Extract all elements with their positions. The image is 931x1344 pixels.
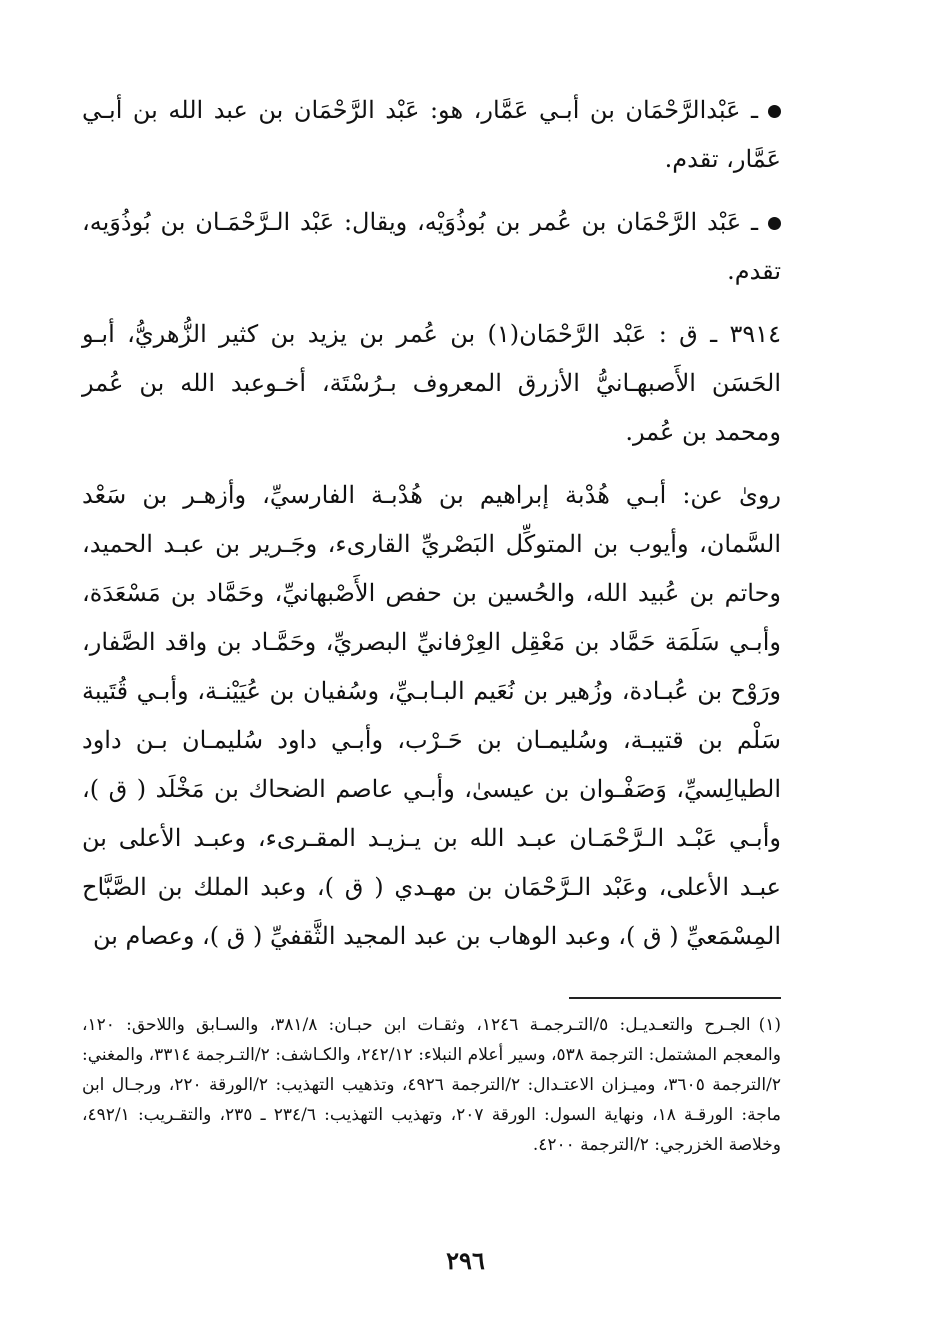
footnote xyxy=(82,1010,781,1160)
entry-paragraph xyxy=(82,86,781,184)
entry-text: روىٰ عن: أبـي هُدْبة إبراهيم بن هُدْبـة الفارسيِّ، وأزهـر بن سَعْد السَّمان، وأيوب بن المتوكِّل البَصْريِّ القارىء، وجَـرير بن عبـد الحميد، وحاتم بن عُبيد الله، والحُسين بن حفص الأَصْبهانيِّ، وحَمَّاد بن مَسْعَدَة، وأبـي سَلَمَة حَمَّاد بن مَعْقِل العِرْفانيِّ البصريِّ، وحَمَّـاد بن واقد الصَّفار، ورَوْح بن عُبـادة، وزُهير بن نُعَيم البـابـيِّ، وسُفيان بن عُيَيْنـة، وأبـي قُتَيبة سَلْم بن قتيبـة، وسُليمـان بن حَـرْب، وأبـي داود سُليمـان بـن داود الطيالِسيِّ، وَصَفْـوان بن عيسىٰ، وأبـي عاصم الضحاك بن مَخْلَد ( ق )، وأبـي عَبْـد الـرَّحْمَـان عبـد الله بن يـزيـد المقـرىء، وعبـد الأعلى بن عبـد الأعلى، وعَبْد الـرَّحْمَان بن مهـدي ( ق )، وعبد الملك بن الصَّبَّاح المِسْمَعيِّ ( ق )، وعبد الوهاب بن عبد المجيد الثَّقفيِّ ( ق )، وعصام بن xyxy=(82,481,781,950)
entry-text: ـ عَبْد الرَّحْمَان بن عُمر بن بُوذُوَيْه، ويقال: عَبْد الـرَّحْمَـان بن بُوذُوَيه، تقدم. xyxy=(82,208,781,285)
entry-paragraph xyxy=(82,198,781,296)
footnote-number: (١) xyxy=(758,1015,782,1035)
bullet-icon xyxy=(768,217,781,230)
page-number: ٢٩٦ xyxy=(446,1246,485,1275)
footnote-text: الجـرح والتعـديـل: ٥/التـرجمـة ١٢٤٦، وثقـات ابن حبـان: ٣٨١/٨، والسـابق واللاحق: ١٢٠، والمعجم المشتمل: الترجمة ٥٣٨، وسير أعلام النبلاء: ٢٤٢/١٢، والكـاشف: ٢/التـرجمة ٣٣١٤، والمغني: ٢/الترجمة ٣٦٠٥، وميـزان الاعتـدال: ٢/الترجمة ٤٩٢٦، وتذهيب التهذيب: ٢/الورقة ٢٢٠، ورجـال ابن ماجة: الورقـة ١٨، ونهاية السول: الورقة ٢٠٧، وتهذيب التهذيب: ٢٣٤/٦ ـ ٢٣٥، والتقـريب: ٤٩٢/١، وخلاصة الخزرجي: ٢/الترجمة ٤٢٠٠. xyxy=(82,1015,781,1155)
bullet-icon xyxy=(768,105,781,118)
entry-paragraph xyxy=(82,310,781,457)
entry-text: ٣٩١٤ ـ ق : عَبْد الرَّحْمَان(١) بن عُمر بن يزيد بن كثير الزُّهريُّ، أبـو الحَسَن الأَصبهـانيُّ الأزرق المعروف بـرُسْتَة، أخـوعبد الله بن عُمر ومحمد بن عُمر. xyxy=(82,320,781,446)
entry-text: ـ عَبْدالرَّحْمَان بن أبـي عَمَّار، هو: عَبْد الرَّحْمَان بن عبد الله بن أبـي عَمَّار، تقدم. xyxy=(82,96,781,173)
footnote-divider xyxy=(569,997,781,999)
entry-paragraph xyxy=(82,471,781,961)
